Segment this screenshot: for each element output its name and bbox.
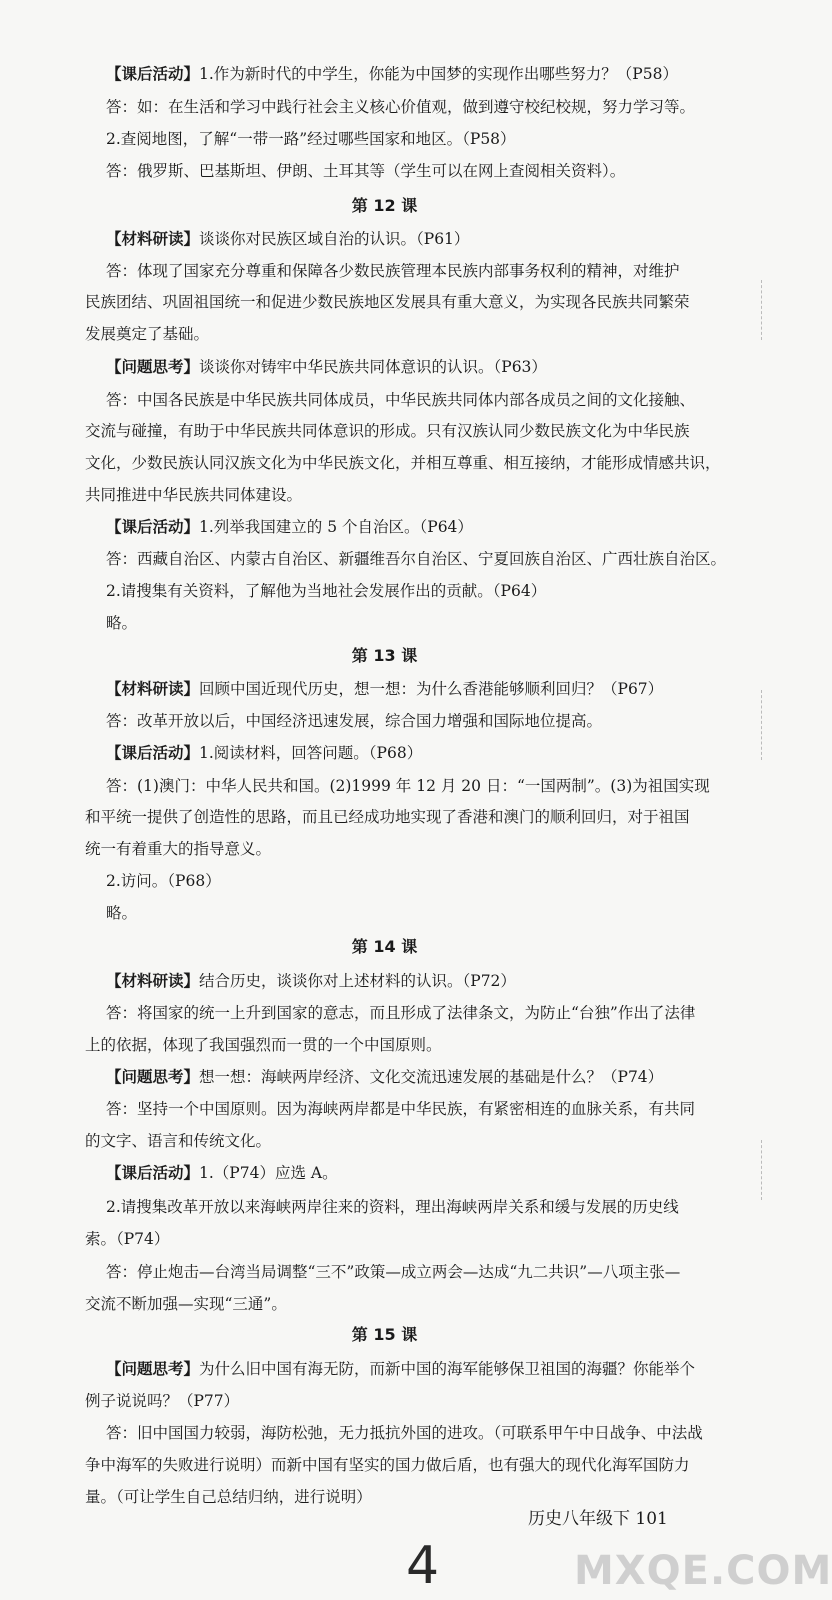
line-text: 2.请搜集有关资料，了解他为当地社会发展作出的贡献。（P64） xyxy=(106,582,547,600)
text-line xyxy=(106,1003,726,1023)
line-text: 索。（P74） xyxy=(85,1230,170,1248)
text-line xyxy=(106,229,726,249)
text-line xyxy=(85,1487,745,1507)
watermark: MXQE.COM xyxy=(574,1548,832,1594)
line-text: 答：中国各民族是中华民族共同体成员，中华民族共同体内部各成员之间的文化接触、 xyxy=(106,391,696,409)
section-tag: 【材料研读】 xyxy=(106,230,200,248)
line-text: 答：坚持一个中国原则。因为海峡两岸都是中华民族，有紧密相连的血脉关系，有共同 xyxy=(106,1100,696,1118)
line-text: 答：将国家的统一上升到国家的意志，而且形成了法律条文，为防止“台独”作出了法律 xyxy=(106,1004,696,1022)
section-tag: 【课后活动】 xyxy=(106,744,200,762)
line-text: 文化，少数民族认同汉族文化为中华民族文化，并相互尊重、相互接纳，才能形成情感共识， xyxy=(85,454,721,472)
text-line xyxy=(106,1163,726,1183)
text-line xyxy=(85,839,745,859)
line-text: 结合历史，谈谈你对上述材料的认识。（P72） xyxy=(199,972,516,990)
text-line xyxy=(106,1067,726,1087)
lesson-heading: 第 14 课 xyxy=(351,937,418,956)
text-line xyxy=(106,1099,726,1119)
line-text: 量。（可让学生自己总结归纳，进行说明） xyxy=(85,1488,372,1506)
line-text: 交流与碰撞，有助于中华民族共同体意识的形成。只有汉族认同少数民族文化为中华民族 xyxy=(85,422,690,440)
line-text: 上的依据，体现了我国强烈而一贯的一个中国原则。 xyxy=(85,1036,442,1054)
line-text: 的文字、语言和传统文化。 xyxy=(85,1132,272,1150)
section-tag: 【课后活动】 xyxy=(106,518,200,536)
line-text: 答：如：在生活和学习中践行社会主义核心价值观，做到遵守校纪校规，努力学习等。 xyxy=(106,98,696,116)
line-text: 1.列举我国建立的 5 个自治区。（P64） xyxy=(199,518,473,536)
text-line xyxy=(106,903,726,923)
text-line xyxy=(106,711,726,731)
line-text: 略。 xyxy=(106,614,138,632)
line-text: 1.阅读材料，回答问题。（P68） xyxy=(199,744,423,762)
text-line xyxy=(106,1197,726,1217)
text-line xyxy=(85,1455,745,1475)
line-text: 1.作为新时代的中学生，你能为中国梦的实现作出哪些努力？（P58） xyxy=(199,65,678,83)
text-line xyxy=(106,679,726,699)
line-text: 争中海军的失败进行说明）而新中国有坚实的国力做后盾，也有强大的现代化海军国防力 xyxy=(85,1456,690,1474)
text-line xyxy=(106,97,726,117)
line-text: 答：西藏自治区、内蒙古自治区、新疆维吾尔自治区、宁夏回族自治区、广西壮族自治区。 xyxy=(106,550,727,568)
text-line xyxy=(85,1131,745,1151)
text-line xyxy=(106,549,726,569)
line-text: 1.（P74）应选 A。 xyxy=(199,1164,338,1182)
text-line xyxy=(85,324,745,344)
text-line xyxy=(106,390,726,410)
line-text: 回顾中国近现代历史，想一想：为什么香港能够顺利回归？（P67） xyxy=(199,680,664,698)
text-line xyxy=(106,1262,726,1282)
text-line xyxy=(85,1391,745,1411)
section-tag: 【问题思考】 xyxy=(106,1360,200,1378)
text-line xyxy=(106,613,726,633)
text-line xyxy=(85,1229,745,1249)
text-line xyxy=(106,743,726,763)
text-line xyxy=(106,161,726,181)
text-line xyxy=(106,1359,726,1379)
section-tag: 【材料研读】 xyxy=(106,972,200,990)
text-line xyxy=(106,357,726,377)
text-line xyxy=(106,261,726,281)
line-text: 2.请搜集改革开放以来海峡两岸往来的资料，理出海峡两岸关系和缓与发展的历史线 xyxy=(106,1198,679,1216)
text-line xyxy=(106,776,726,796)
line-text: 谈谈你对民族区域自治的认识。（P61） xyxy=(199,230,470,248)
section-tag: 【问题思考】 xyxy=(106,1068,200,1086)
line-text: 略。 xyxy=(106,904,138,922)
line-text: 统一有着重大的指导意义。 xyxy=(85,840,272,858)
lesson-heading: 第 13 课 xyxy=(351,646,418,665)
text-line xyxy=(106,129,726,149)
line-text: 民族团结、巩固祖国统一和促进少数民族地区发展具有重大意义，为实现各民族共同繁荣 xyxy=(85,293,690,311)
section-tag: 【问题思考】 xyxy=(106,358,200,376)
text-line xyxy=(85,453,745,473)
section-tag: 【课后活动】 xyxy=(106,65,200,83)
line-text: 想一想：海峡两岸经济、文化交流迅速发展的基础是什么？（P74） xyxy=(199,1068,664,1086)
text-line xyxy=(85,807,745,827)
page-edge-dash xyxy=(761,690,763,760)
text-line xyxy=(85,1294,745,1314)
text-line xyxy=(85,485,745,505)
page-edge-dash xyxy=(761,280,763,340)
text-line xyxy=(106,581,726,601)
line-text: 和平统一提供了创造性的思路，而且已经成功地实现了香港和澳门的顺利回归，对于祖国 xyxy=(85,808,690,826)
section-tag: 【课后活动】 xyxy=(106,1164,200,1182)
line-text: 例子说说吗？（P77） xyxy=(85,1392,240,1410)
text-line xyxy=(106,64,726,84)
line-text: 答：改革开放以后，中国经济迅速发展，综合国力增强和国际地位提高。 xyxy=(106,712,603,730)
page-footer: 历史八年级下 101 xyxy=(528,1509,668,1529)
line-text: 共同推进中华民族共同体建设。 xyxy=(85,486,303,504)
text-line xyxy=(106,517,726,537)
text-line xyxy=(106,971,726,991)
line-text: 发展奠定了基础。 xyxy=(85,325,210,343)
section-tag: 【材料研读】 xyxy=(106,680,200,698)
line-text: 2.访问。（P68） xyxy=(106,872,221,890)
page-edge-dash xyxy=(761,1140,763,1200)
line-text: 谈谈你对铸牢中华民族共同体意识的认识。（P63） xyxy=(199,358,547,376)
handwritten-mark: 4 xyxy=(406,1536,440,1596)
lesson-heading: 第 12 课 xyxy=(351,196,418,215)
lesson-heading: 第 15 课 xyxy=(351,1325,418,1344)
text-line xyxy=(106,871,726,891)
line-text: 答：旧中国国力较弱，海防松弛，无力抵抗外国的进攻。（可联系甲午中日战争、中法战 xyxy=(106,1424,703,1442)
line-text: 答：(1)澳门：中华人民共和国。(2)1999 年 12 月 20 日：“一国两制”。(3)为祖国实现 xyxy=(106,777,710,795)
line-text: 2.查阅地图，了解“一带一路”经过哪些国家和地区。（P58） xyxy=(106,130,516,148)
text-line xyxy=(85,1035,745,1055)
text-line xyxy=(85,292,745,312)
text-line xyxy=(106,1423,726,1443)
line-text: 为什么旧中国有海无防，而新中国的海军能够保卫祖国的海疆？你能举个 xyxy=(199,1360,696,1378)
line-text: 答：体现了国家充分尊重和保障各少数民族管理本民族内部事务权利的精神，对维护 xyxy=(106,262,680,280)
text-line xyxy=(85,421,745,441)
line-text: 交流不断加强—实现“三通”。 xyxy=(85,1295,287,1313)
line-text: 答：停止炮击—台湾当局调整“三不”政策—成立两会—达成“九二共识”—八项主张— xyxy=(106,1263,681,1281)
line-text: 答：俄罗斯、巴基斯坦、伊朗、土耳其等（学生可以在网上查阅相关资料）。 xyxy=(106,162,626,180)
